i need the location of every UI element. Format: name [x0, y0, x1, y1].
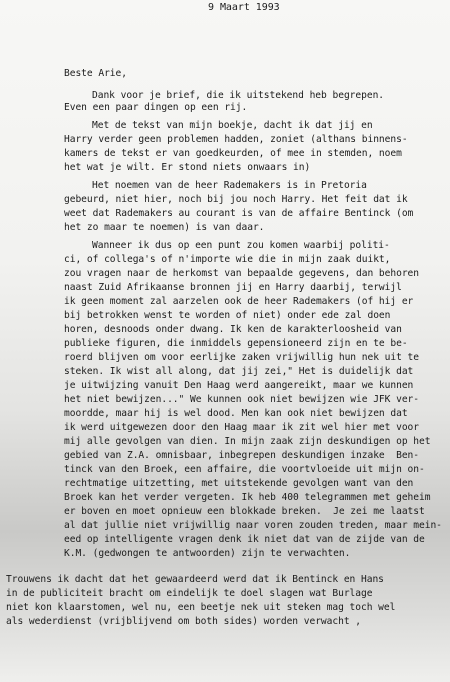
letter-line: Broek kan het verder vergeten. Ik heb 400 telegrammen met geheim: [64, 492, 431, 503]
letter-line: Wanneer ik dus op een punt zou komen waarbij politi-: [92, 240, 390, 251]
letter-line: roerd blijven om voor eerlijke zaken vrijwillig hun nek uit te: [64, 352, 420, 363]
letter-line: horen, desnoods onder dwang. Ik ken de karakterloosheid van: [64, 324, 402, 335]
letter-line: gebied van Z.A. omnisbaar, inbegrepen deskundigen inzake Ben-: [64, 450, 420, 461]
letter-line: het zo maar te noemen) is van daar.: [64, 222, 265, 233]
letter-line: Trouwens ik dacht dat het gewaardeerd werd dat ik Bentinck en Hans: [6, 574, 384, 585]
letter-line: kamers de tekst er van goedkeurden, of mee in stemden, noem: [64, 148, 402, 159]
letter-date: 9 Maart 1993: [208, 2, 280, 13]
letter-line: het niet bewijzen..." We kunnen ook niet bewijzen wie JFK ver-: [64, 394, 420, 405]
letter-line: gebeurd, niet hier, noch bij jou noch Harry. Het feit dat ik: [64, 194, 408, 205]
letter-line: Met de tekst van mijn boekje, dacht ik dat jij en: [92, 120, 373, 131]
letter-line: rechtmatige uitzetting, met uitstekende gevolgen want van den: [64, 478, 414, 489]
letter-line: al dat jullie niet vrijwillig naar voren zouden treden, maar mein-: [64, 520, 442, 531]
letter-line: in de publiciteit bracht om eindelijk te doel slagen wat Burlage: [6, 588, 373, 599]
letter-line: ik werd uitgewezen door den Haag maar ik zit wel hier met voor: [64, 422, 420, 433]
letter-line: steken. Ik wist all along, dat jij zei," Het is duidelijk dat: [64, 366, 414, 377]
letter-line: moordde, maar hij is wel dood. Men kan ook niet bewijzen dat: [64, 408, 408, 419]
letter-line: tinck van den Broek, een affaire, die voortvloeide uit mijn on-: [64, 464, 425, 475]
letter-line: bij betrokken wenst te worden of niet) onder ede zal doen: [64, 310, 391, 321]
letter-line: mij alle gevolgen van dien. In mijn zaak zijn deskundigen op het: [64, 436, 431, 447]
letter-line: het wat je wilt. Er stond niets onwaars in): [64, 162, 311, 173]
letter-line: je uitwijzing vanuit Den Haag werd aangereikt, maar we kunnen: [64, 380, 414, 391]
letter-line: ik geen moment zal aarzelen ook de heer Rademakers (of hij er: [64, 296, 414, 307]
letter-line: als wederdienst (vrijblijvend om both sides) worden verwacht ,: [6, 616, 362, 627]
letter-line: niet kon klaarstomen, wel nu, een beetje nek uit steken mag toch wel: [6, 602, 396, 613]
letter-line: Even een paar dingen op een rij.: [64, 102, 248, 113]
salutation: Beste Arie,: [64, 68, 127, 79]
letter-line: naast Zuid Afrikaanse bronnen jij en Harry daarbij, terwijl: [64, 282, 402, 293]
letter-line: er boven en moet opnieuw een blokkade breken. Je zei me laatst: [64, 506, 425, 517]
letter-line: publieke figuren, die inmiddels gepensioneerd zijn en te be-: [64, 338, 408, 349]
letter-line: Dank voor je brief, die ik uitstekend heb begrepen.: [92, 90, 385, 101]
letter-line: ci, of collega's of n'importe wie die in mijn zaak duikt,: [64, 254, 391, 265]
letter-line: zou vragen naar de herkomst van bepaalde gegevens, dan behoren: [64, 268, 420, 279]
letter-line: Harry verder geen problemen hadden, zoniet (althans binnens-: [64, 134, 408, 145]
letter-line: K.M. (gedwongen te antwoorden) zijn te verwachten.: [64, 548, 351, 559]
letter-line: eed op intelligente vragen denk ik niet dat van de zijde van de: [64, 534, 425, 545]
letter-line: weet dat Rademakers au courant is van de affaire Bentinck (om: [64, 208, 414, 219]
letter-line: Het noemen van de heer Rademakers is in Pretoria: [92, 180, 367, 191]
